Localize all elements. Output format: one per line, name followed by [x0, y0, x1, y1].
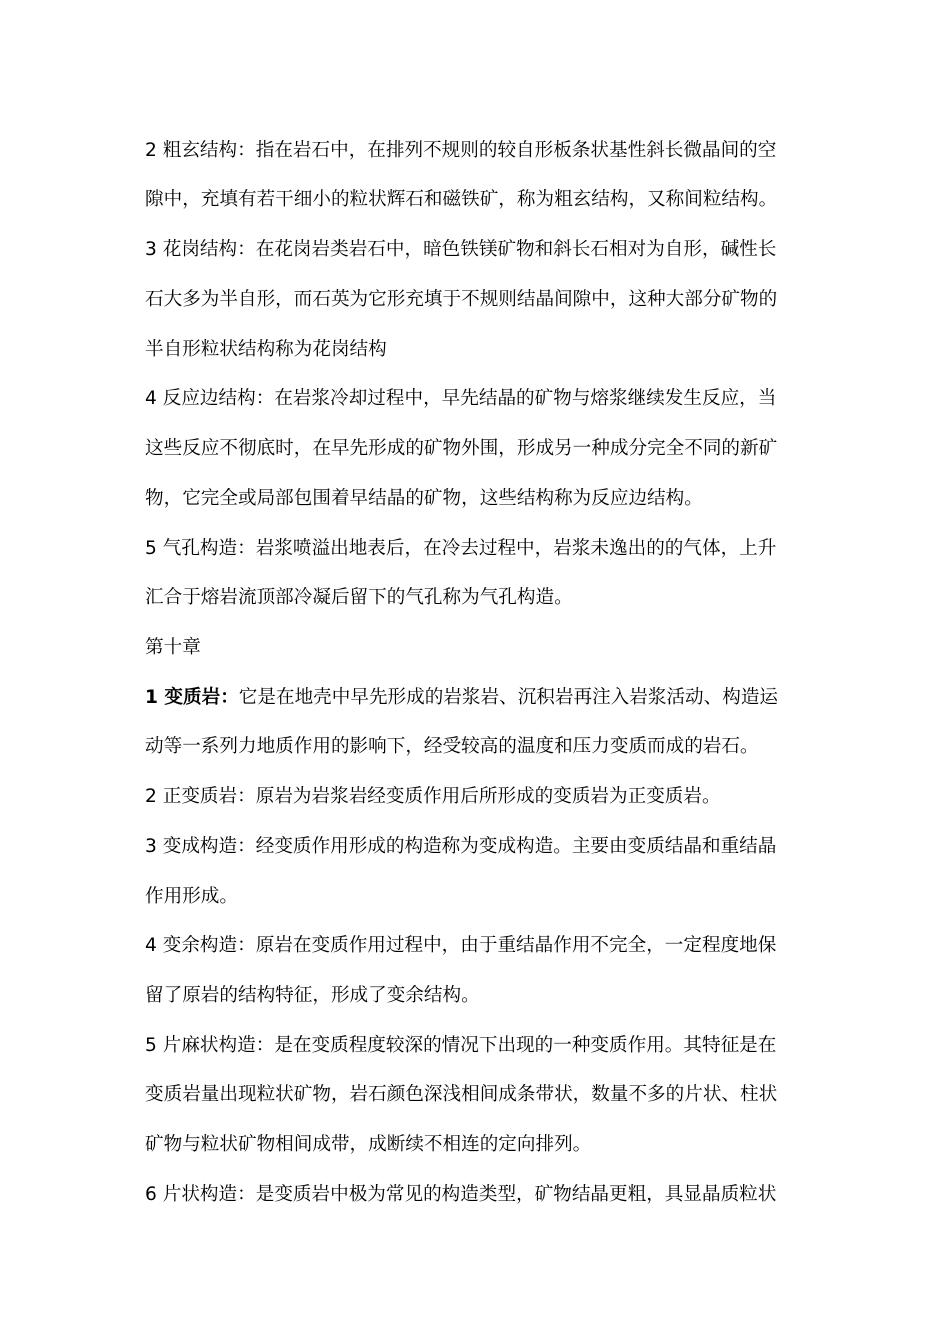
paragraph-line: 变质岩量出现粒状矿物，岩石颜色深浅相间成条带状，数量不多的片状、柱状	[145, 1084, 778, 1105]
paragraph-line	[145, 685, 825, 711]
chapter-heading: 第十章	[145, 637, 201, 658]
paragraph-line	[145, 1033, 825, 1059]
term-label: 3 变成构造：	[145, 836, 256, 857]
term-label: 5 片麻状构造：	[145, 1035, 275, 1056]
paragraph-text: 指在岩石中，在排列不规则的较自形板条状基性斜长微晶间的空	[255, 140, 777, 161]
paragraph-line	[145, 784, 825, 810]
paragraph-line: 物，它完全或局部包围着早结晶的矿物，这些结构称为反应边结构。	[145, 488, 703, 509]
term-label: 5 气孔构造：	[145, 538, 256, 559]
paragraph-text: 原岩为岩浆岩经变质作用后所形成的变质岩为正变质岩。	[255, 786, 721, 807]
paragraph-text: 在岩浆冷却过程中，早先结晶的矿物与熔浆继续发生反应，当	[274, 388, 777, 409]
term-label: 2 正变质岩：	[145, 786, 256, 807]
paragraph-line: 半自形粒状结构称为花岗结构	[145, 339, 387, 360]
term-label: 4 反应边结构：	[145, 388, 275, 409]
paragraph-text: 原岩在变质作用过程中，由于重结晶作用不完全，一定程度地保	[255, 935, 777, 956]
paragraph-text: 岩浆喷溢出地表后，在冷去过程中，岩浆未逸出的的气体，上升	[255, 538, 777, 559]
paragraph-line	[145, 536, 825, 562]
paragraph-text: 它是在地壳中早先形成的岩浆岩、沉积岩再注入岩浆活动、构造运	[238, 687, 779, 708]
paragraph-line: 石大多为半自形，而石英为它形充填于不规则结晶间隙中，这种大部分矿物的	[145, 289, 778, 310]
paragraph-line: 隙中，充填有若干细小的粒状辉石和磁铁矿，称为粗玄结构，又称间粒结构。	[145, 189, 778, 210]
paragraph-line: 汇合于熔岩流顶部冷凝后留下的气孔称为气孔构造。	[145, 587, 573, 608]
paragraph-text: 经变质作用形成的构造称为变成构造。主要由变质结晶和重结晶	[255, 836, 777, 857]
paragraph-line	[145, 138, 825, 164]
paragraph-line: 作用形成。	[145, 886, 238, 907]
term-label: 2 粗玄结构：	[145, 140, 256, 161]
paragraph-line	[145, 834, 825, 860]
paragraph-line	[145, 386, 825, 412]
paragraph-text: 是变质岩中极为常见的构造类型，矿物结晶更粗，具显晶质粒状	[255, 1184, 777, 1205]
term-label: 6 片状构造：	[145, 1184, 256, 1205]
paragraph-line	[145, 1182, 825, 1208]
paragraph-line: 矿物与粒状矿物相间成带，成断续不相连的定向排列。	[145, 1134, 592, 1155]
term-label: 4 变余构造：	[145, 935, 256, 956]
paragraph-text: 在花岗岩类岩石中，暗色铁镁矿物和斜长石相对为自形，碱性长	[255, 239, 777, 260]
paragraph-line: 留了原岩的结构特征，形成了变余结构。	[145, 985, 480, 1006]
paragraph-line	[145, 237, 825, 263]
term-label: 1 变质岩：	[145, 687, 239, 708]
paragraph-line: 这些反应不彻底时，在早先形成的矿物外围，形成另一种成分完全不同的新矿	[145, 438, 778, 459]
paragraph-line	[145, 933, 825, 959]
paragraph-line: 动等一系列力地质作用的影响下，经受较高的温度和压力变质而成的岩石。	[145, 736, 759, 757]
paragraph-text: 是在变质程度较深的情况下出现的一种变质作用。其特征是在	[274, 1035, 777, 1056]
term-label: 3 花岗结构：	[145, 239, 256, 260]
